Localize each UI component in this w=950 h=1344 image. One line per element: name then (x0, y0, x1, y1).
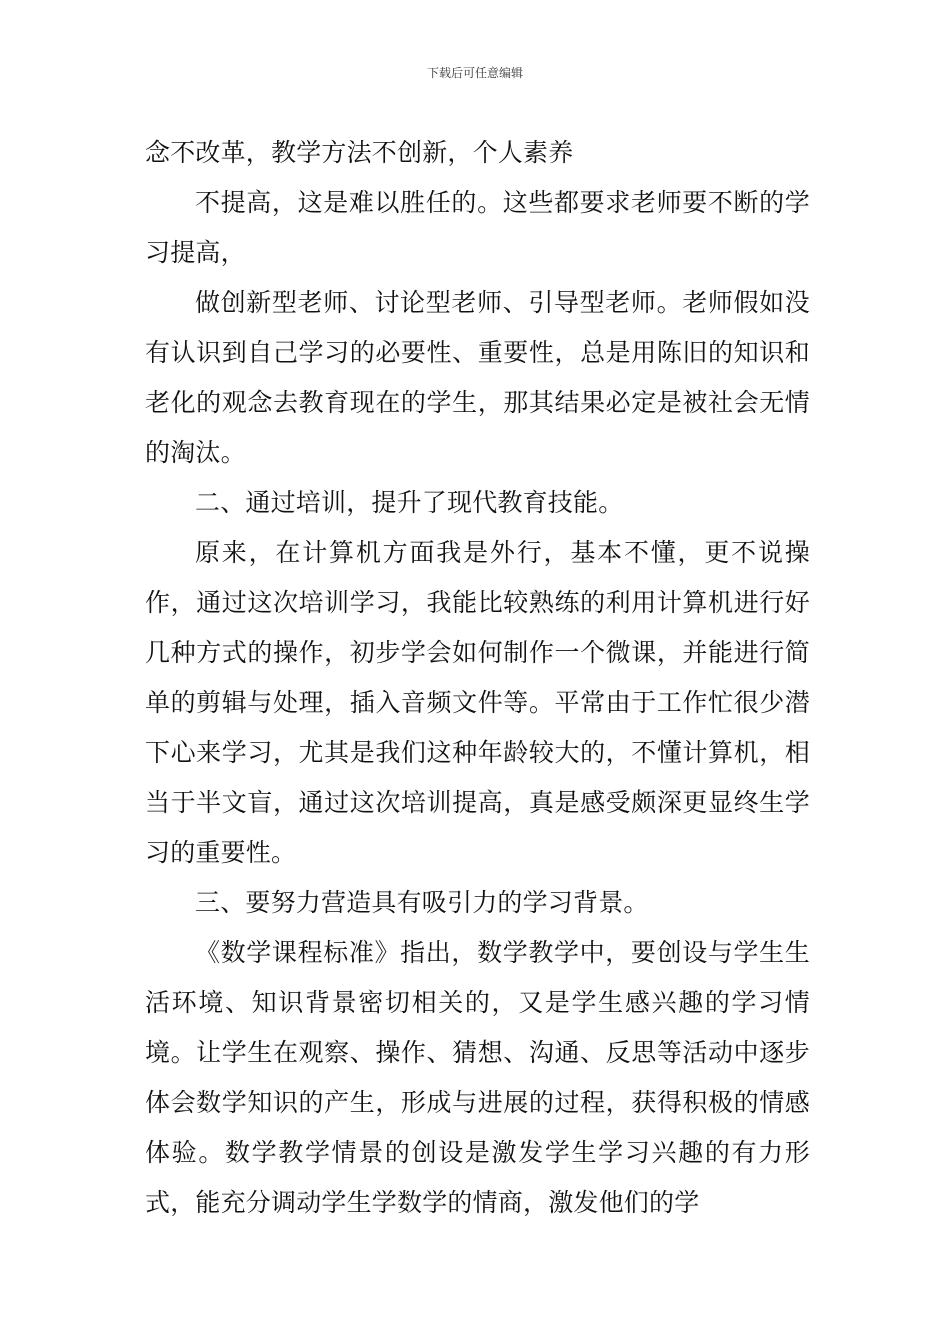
document-body (145, 128, 810, 1228)
section-heading-2: 二、通过培训，提升了现代教育技能。 (195, 488, 624, 517)
paragraph-3: 做创新型老师、讨论型老师、引导型老师。老师假如没有认识到自己学习的必要性、重要性，总是用陈旧的知识和老化的观念去教育现在的学生，那其结果必定是被社会无情的淘汰。 (145, 288, 810, 467)
paragraph-5: 《数学课程标准》指出，数学教学中，要创设与学生生活环境、知识背景密切相关的，又是学生感兴趣的学习情境。让学生在观察、操作、猜想、沟通、反思等活动中逐步体会数学知识的产生，形成与进展的过程，获得积极的情感体验。数学教学情景的创设是激发学生学习兴趣的有力形式，能充分调动学生学数学的情商，激发他们的学 (145, 938, 810, 1217)
section-heading-3: 三、要努力营造具有吸引力的学习背景。 (195, 888, 649, 917)
page-header-note: 下载后可任意编辑 (426, 66, 523, 80)
paragraph-2: 不提高，这是难以胜任的。这些都要求老师要不断的学习提高， (145, 188, 810, 267)
paragraph-4: 原来，在计算机方面我是外行，基本不懂，更不说操作，通过这次培训学习，我能比较熟练的利用计算机进行好几种方式的操作，初步学会如何制作一个微课，并能进行简单的剪辑与处理，插入音频文件等。平常由于工作忙很少潜下心来学习，尤其是我们这种年龄较大的，不懂计算机，相当于半文盲，通过这次培训提高，真是感受颇深更显终生学习的重要性。 (145, 538, 810, 867)
paragraph-1: 念不改革，教学方法不创新，个人素养 (145, 138, 574, 167)
